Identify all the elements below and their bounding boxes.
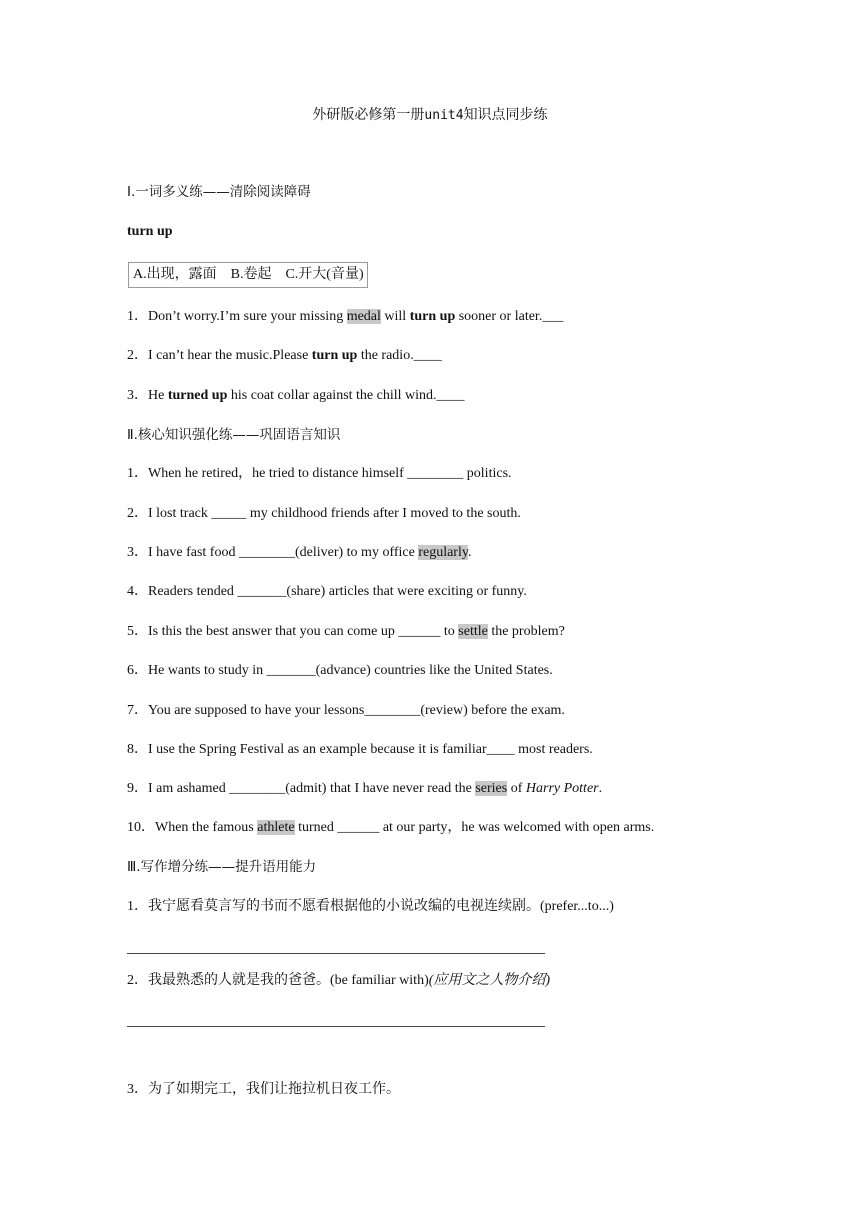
list-item: 1．When he retired，he tried to distance himself ________ politics.: [127, 466, 512, 481]
list-item: 2．我最熟悉的人就是我的爸爸。(be familiar with)(应用文之人物介绍): [127, 973, 551, 988]
list-item: 3．为了如期完工，我们让拖拉机日夜工作。: [127, 1082, 400, 1097]
options-box: A.出现，露面 B.卷起 C.开大(音量): [128, 262, 368, 288]
list-item: 5．Is this the best answer that you can come up ______ to settle the problem?: [127, 624, 565, 639]
list-item: 2．I can’t hear the music.Please turn up the radio.____: [127, 348, 442, 363]
target-phrase: turn up: [127, 224, 173, 239]
list-item: 7．You are supposed to have your lessons________(review) before the exam.: [127, 703, 565, 718]
page-title: 外研版必修第一册unit4知识点同步练: [312, 108, 548, 123]
list-item: 6．He wants to study in _______(advance) countries like the United States.: [127, 663, 553, 678]
list-item: 4．Readers tended _______(share) articles that were exciting or funny.: [127, 584, 527, 599]
answer-line[interactable]: [127, 1026, 545, 1027]
list-item: 1．我宁愿看莫言写的书而不愿看根据他的小说改编的电视连续剧。(prefer...to...): [127, 899, 614, 914]
list-item: 3．He turned up his coat collar against the chill wind.____: [127, 388, 465, 403]
answer-line[interactable]: [127, 953, 545, 954]
section-2-heading: Ⅱ.核心知识强化练——巩固语言知识: [127, 427, 341, 443]
list-item: 3．I have fast food ________(deliver) to my office regularly.: [127, 545, 472, 560]
list-item: 2．I lost track _____ my childhood friends after I moved to the south.: [127, 506, 521, 521]
list-item: 9．I am ashamed ________(admit) that I have never read the series of Harry Potter.: [127, 781, 603, 796]
list-item: 10．When the famous athlete turned ______ at our party，he was welcomed with open arms.: [127, 820, 655, 835]
list-item: 1．Don’t worry.I’m sure your missing medal will turn up sooner or later.___: [127, 309, 564, 324]
list-item: 8．I use the Spring Festival as an example because it is familiar____ most readers.: [127, 742, 593, 757]
section-1-heading: Ⅰ.一词多义练——清除阅读障碍: [127, 184, 311, 200]
section-3-heading: Ⅲ.写作增分练——提升语用能力: [127, 859, 317, 875]
